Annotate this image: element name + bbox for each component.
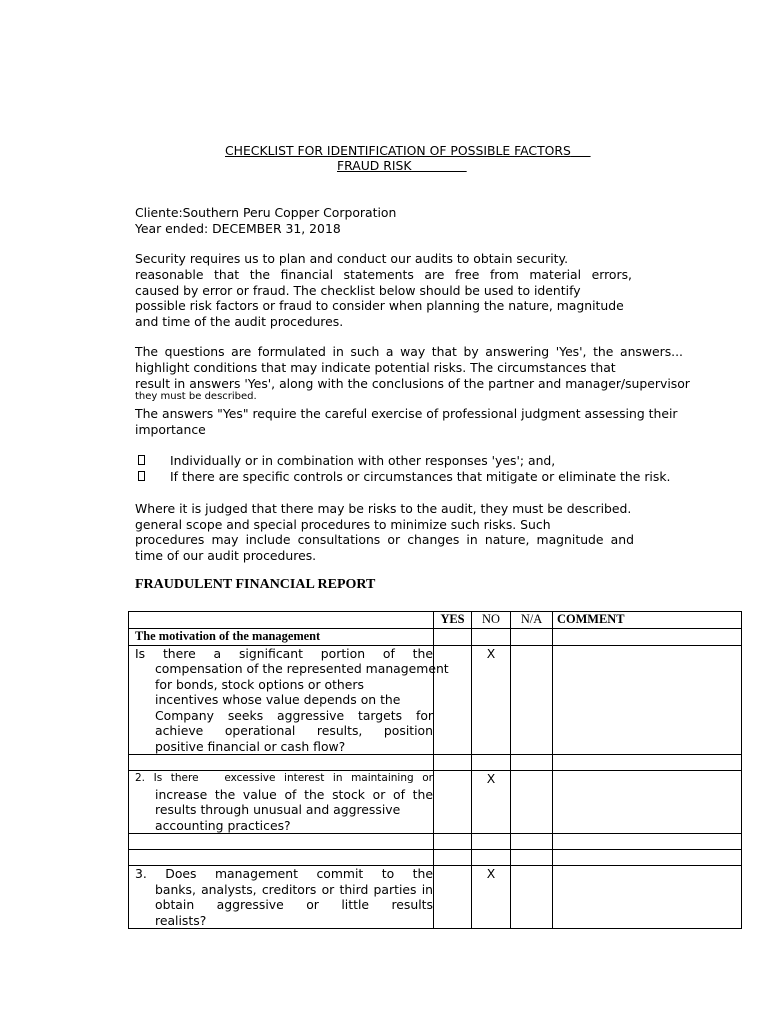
question-1-line: incentives whose value depends on the (155, 692, 401, 707)
document-title-line1: CHECKLIST FOR IDENTIFICATION OF POSSIBLE FACTORS (225, 143, 571, 158)
header-na: N/A (511, 612, 553, 629)
question-1-line: compensation of the represented management (155, 661, 449, 676)
question-2-line: 2. Is there excessive interest in maintaining or (135, 772, 433, 784)
header-yes: YES (434, 612, 472, 629)
comment-cell[interactable] (553, 645, 742, 755)
table-row-q1 (129, 645, 742, 755)
intro-para1-line: possible risk factors or fraud to consider when planning the nature, magnitude (135, 298, 624, 313)
intro-para1-line: Security requires us to plan and conduct our audits to obtain security. (135, 251, 569, 266)
document-title-line2: FRAUD RISK (337, 158, 412, 173)
answer-mark-no[interactable]: X (472, 771, 511, 834)
answer-mark-no[interactable]: X (472, 645, 511, 755)
header-comment: COMMENT (553, 612, 742, 629)
question-2-line: accounting practices? (155, 817, 291, 833)
table-spacer-row (129, 834, 742, 850)
bullet-box-icon (138, 471, 145, 481)
question-2-line: increase the value of the stock or of the (155, 786, 433, 802)
year-ended: Year ended: DECEMBER 31, 2018 (135, 221, 341, 236)
intro-para3-line: importance (135, 422, 206, 437)
intro-para1-line: reasonable that the financial statements are free from material errors, (135, 267, 632, 282)
question-3-line: obtain aggressive or little results (155, 897, 433, 912)
answer-cell-na[interactable] (511, 771, 553, 834)
question-3-line: 3. Does management commit to the (135, 866, 433, 881)
question-1-line: for bonds, stock options or others (155, 676, 364, 692)
table-subheading-row (129, 629, 742, 646)
table-row-q2 (129, 771, 742, 834)
table-row-q3 (129, 866, 742, 929)
question-1-line: Is there a significant portion of the (135, 645, 433, 661)
answer-cell-na[interactable] (511, 629, 553, 646)
intro-para1-line: and time of the audit procedures. (135, 314, 344, 329)
comment-cell[interactable] (553, 866, 742, 929)
answer-cell-na[interactable] (511, 866, 553, 929)
header-question-cell (129, 612, 434, 629)
intro-para2-line: result in answers 'Yes', along with the conclusions of the partner and manager/supervisor (135, 376, 690, 391)
question-2 (129, 771, 434, 834)
bullet-item: If there are specific controls or circumstances that mitigate or eliminate the risk. (170, 469, 671, 484)
intro-para4-line: general scope and special procedures to minimize such risks. Such (135, 517, 551, 532)
table-spacer-row (129, 755, 742, 771)
table-header-row (129, 612, 742, 629)
question-2-line: results through unusual and aggressive (155, 802, 401, 817)
intro-para2-line: The questions are formulated in such a way that by answering 'Yes', the answers... (135, 344, 683, 359)
subheading-motivation: The motivation of the management (129, 629, 434, 646)
bullet-box-icon (138, 455, 145, 465)
section-heading: FRAUDULENT FINANCIAL REPORT (135, 577, 376, 592)
answer-cell-no[interactable] (472, 629, 511, 646)
comment-cell[interactable] (553, 771, 742, 834)
comment-cell[interactable] (553, 629, 742, 646)
question-1-line: achieve operational results, position (155, 723, 433, 738)
intro-para4-line: procedures may include consultations or changes in nature, magnitude and (135, 532, 634, 547)
question-1-line: positive financial or cash flow? (155, 738, 346, 754)
bullet-item: Individually or in combination with other responses 'yes'; and, (170, 453, 556, 468)
question-1-line: Company seeks aggressive targets for (155, 707, 433, 723)
intro-para4-line: time of our audit procedures. (135, 548, 317, 563)
answer-cell-yes[interactable] (434, 629, 472, 646)
intro-para3-line: The answers "Yes" require the careful exercise of professional judgment assessing their (135, 406, 678, 421)
question-3 (129, 866, 434, 929)
header-no: NO (472, 612, 511, 629)
question-3-line: realists? (155, 912, 207, 928)
answer-mark-no[interactable]: X (472, 866, 511, 929)
client-name: Cliente:Southern Peru Copper Corporation (135, 205, 397, 220)
question-1 (129, 645, 449, 755)
table-spacer-row (129, 850, 742, 866)
intro-para1-line: caused by error or fraud. The checklist below should be used to identify (135, 283, 581, 298)
question-3-line: banks, analysts, creditors or third parties in (155, 881, 433, 897)
answer-cell-na[interactable] (511, 645, 553, 755)
answer-cell-yes[interactable] (434, 866, 472, 929)
fraud-checklist-table (128, 611, 742, 929)
answer-cell-yes[interactable] (434, 771, 472, 834)
intro-para2-small-line: they must be described. (135, 391, 257, 402)
intro-para2-line: highlight conditions that may indicate potential risks. The circumstances that (135, 360, 616, 375)
intro-para4-line: Where it is judged that there may be risks to the audit, they must be described. (135, 501, 632, 516)
